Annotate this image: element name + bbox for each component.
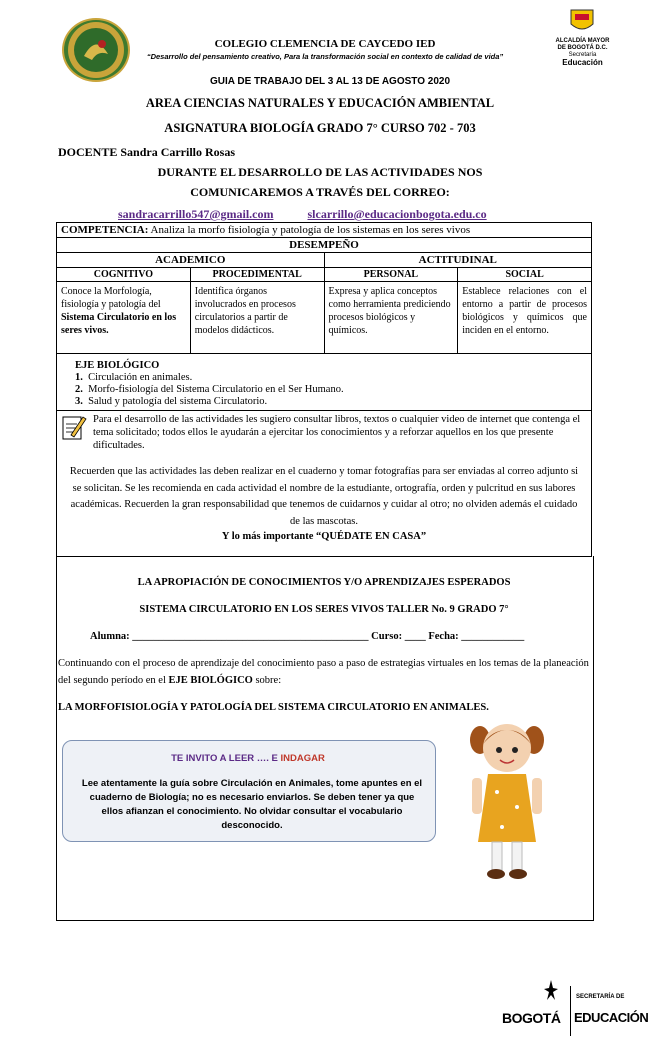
pencil-note-icon: [61, 413, 87, 452]
continuando-paragraph: Continuando con el proceso de aprendizaje del conocimiento paso a paso de estrategias virtuales en los temas de la planeación del segundo período en el EJE BIOLÓGICO sobre:: [58, 658, 589, 686]
procedimental-cell: Identifica órganos involucrados en procesos circulatorios a partir de modelos didácticos.: [190, 282, 324, 354]
personal-cell: Expresa y aplica conceptos como herramienta prediciendo procesos biológicos y químicos.: [324, 282, 458, 354]
eje-biologico-cell: [57, 354, 592, 411]
educacion-word: EDUCACIÓN: [574, 1010, 648, 1025]
apropiacion-heading: LA APROPIACIÓN DE CONOCIMIENTOS Y/O APRENDIZAJES ESPERADOS: [137, 577, 511, 588]
quedate-en-casa: Y lo más importante “QUÉDATE EN CASA”: [221, 531, 427, 542]
alcaldia-line3: Secretaría: [568, 52, 597, 58]
competencia-label: COMPETENCIA:: [61, 224, 149, 236]
social-cell: Establece relaciones con el entorno a partir de procesos biológicos y químicos que inciden en el entorno.: [458, 282, 592, 354]
email-link-2[interactable]: slcarrillo@educacionbogota.edu.co: [307, 207, 487, 221]
indicaciones-cell: [57, 411, 592, 557]
school-name: COLEGIO CLEMENCIA DE CAYCEDO IED: [214, 38, 436, 50]
alcaldia-line4: Educación: [562, 58, 603, 67]
girl-illustration: [462, 712, 552, 884]
eje-item: 1. Circulación en animales.: [75, 372, 193, 383]
eje-title: EJE BIOLÓGICO: [75, 360, 160, 371]
eje-item: 3. Salud y patología del sistema Circulatorio.: [75, 396, 268, 407]
comunicaremos-line: COMUNICAREMOS A TRAVÉS DEL CORREO:: [190, 185, 450, 199]
morfo-heading: LA MORFOFISIOLOGÍA Y PATOLOGÍA DEL SISTEMA CIRCULATORIO EN ANIMALES.: [58, 702, 489, 713]
durante-line: DURANTE EL DESARROLLO DE LAS ACTIVIDADES NOS: [157, 165, 483, 179]
guide-title: GUIA DE TRABAJO DEL 3 AL 13 DE AGOSTO 2020: [209, 76, 451, 87]
email-link-1[interactable]: sandracarrillo547@gmail.com: [118, 207, 274, 221]
eje-item: 2. Morfo-fisiología del Sistema Circulatorio en el Ser Humano.: [75, 384, 344, 395]
alumna-line: Alumna: _____________________________________________ Curso: ____ Fecha: ____________: [90, 631, 525, 642]
secretaria-word: SECRETARÍA DE: [576, 994, 625, 1000]
asignatura-heading: ASIGNATURA BIOLOGÍA GRADO 7° CURSO 702 - 703: [164, 121, 476, 135]
actitudinal-header: ACTITUDINAL: [324, 253, 592, 268]
competencias-table: [56, 222, 592, 557]
card-body: Lee atentamente la guía sobre Circulación en Animales, tome apuntes en el cuaderno de Biología; no es necesario enviarlos. Se deben tener ya que ellos afianzan el conocimiento. No olvidar consultar el vocabulario desconocido.: [81, 778, 423, 831]
col-social: SOCIAL: [458, 268, 592, 282]
cognitivo-text: Conoce la Morfología, fisiología y patología del: [61, 286, 161, 310]
docente-line: DOCENTE Sandra Carrillo Rosas: [58, 145, 236, 159]
desempeno-header: DESEMPEÑO: [57, 238, 592, 253]
cognitivo-cell: [57, 282, 191, 354]
card-title: TE INVITO A LEER …. E INDAGAR: [171, 753, 325, 764]
col-cognitivo: COGNITIVO: [57, 268, 191, 282]
bogota-educacion-logo: [498, 980, 648, 1040]
col-personal: PERSONAL: [324, 268, 458, 282]
competencia-text: Analiza la morfo fisiología y patología de los sistemas en los seres vivos: [150, 224, 471, 236]
note-text: Para el desarrollo de las actividades les sugiero consultar libros, textos o cualquier video de internet que contenga el tema solicitado; todos ellos le ayudarán a ejercitar los conocimientos y a reforzar aquellos en los que presente dificultades.: [93, 414, 581, 451]
alcaldia-line2: DE BOGOTÁ D.C.: [557, 45, 608, 51]
col-procedimental: PROCEDIMENTAL: [190, 268, 324, 282]
recuerden-text: Recuerden que las actividades las deben realizar en el cuaderno y tomar fotografías para ser enviadas al correo adjunto si se solicitan. Se les recomienda en cada actividad el nombre de la estudiante, ortografía, orden y pulcritud en sus labores académicas. Recuerden la gran responsabilidad que tenemos de cuidarnos y cuidar al otro; no olviden además el cuidado de las mascotas.: [69, 466, 579, 527]
taller-heading: SISTEMA CIRCULATORIO EN LOS SERES VIVOS TALLER No. 9 GRADO 7°: [139, 604, 509, 615]
school-crest-logo: [62, 18, 130, 82]
academico-header: ACADEMICO: [57, 253, 325, 268]
area-heading: AREA CIENCIAS NATURALES Y EDUCACIÓN AMBIENTAL: [145, 96, 495, 110]
bogota-word: BOGOTÁ: [502, 1010, 561, 1026]
alcaldia-line1: ALCALDÍA MAYOR: [555, 38, 610, 44]
alcaldia-logo: [545, 8, 620, 78]
eje-bold: EJE BIOLÓGICO: [168, 675, 253, 686]
school-motto: “Desarrollo del pensamiento creativo, Para la transformación social en contexto de calidad de vida”: [146, 52, 504, 61]
cognitivo-bold: Sistema Circulatorio en los seres vivos.: [61, 312, 177, 336]
